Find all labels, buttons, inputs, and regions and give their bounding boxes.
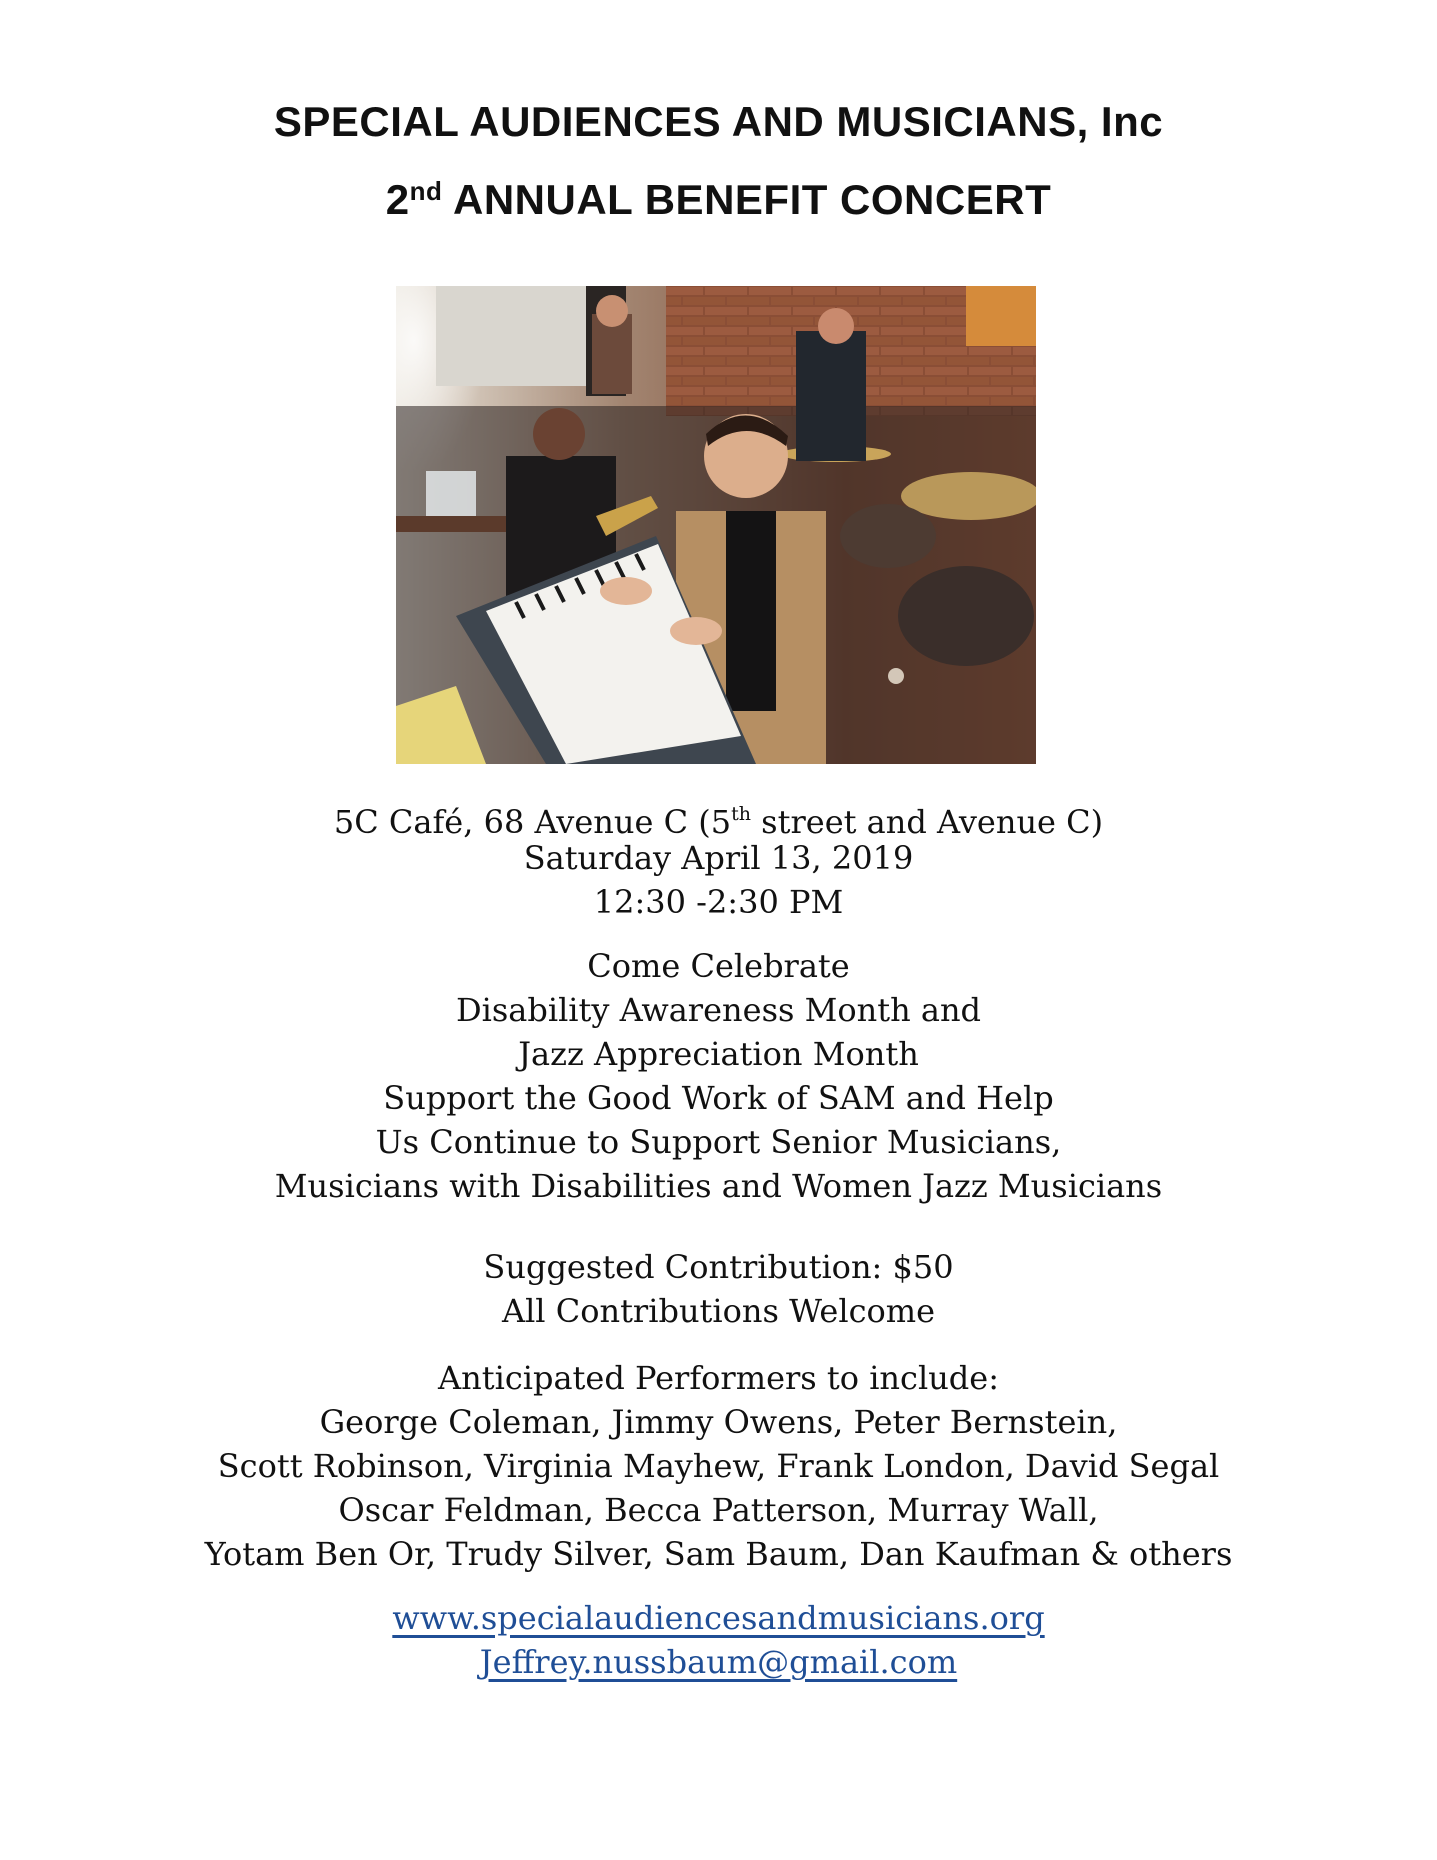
suggested-contribution: Suggested Contribution: $50	[483, 1248, 954, 1286]
performers-line: Oscar Feldman, Becca Patterson, Murray Wall,	[338, 1491, 1099, 1529]
website-link[interactable]: www.specialaudiencesandmusicians.org	[392, 1599, 1045, 1637]
performers-line: George Coleman, Jimmy Owens, Peter Bernstein,	[319, 1403, 1118, 1441]
performers-line: Yotam Ben Or, Trudy Silver, Sam Baum, Dan Kaufman & others	[204, 1535, 1233, 1573]
event-title	[0, 176, 1437, 224]
performers-list	[0, 1356, 1437, 1576]
event-title-text: ANNUAL BENEFIT CONCERT	[442, 176, 1052, 223]
event-date: Saturday April 13, 2019	[523, 839, 914, 877]
celebrate-line: Jazz Appreciation Month	[518, 1035, 919, 1073]
page-title: SPECIAL AUDIENCES AND MUSICIANS, Inc	[273, 98, 1164, 145]
contact-links	[0, 1596, 1437, 1684]
celebrate-line: Support the Good Work of SAM and Help	[383, 1079, 1054, 1117]
performers-line: Scott Robinson, Virginia Mayhew, Frank London, David Segal	[217, 1447, 1220, 1485]
contributions-welcome: All Contributions Welcome	[501, 1292, 936, 1330]
concert-photo	[396, 286, 1036, 764]
event-time: 12:30 -2:30 PM	[593, 883, 844, 921]
performers-heading: Anticipated Performers to include:	[438, 1359, 999, 1397]
contribution-info	[0, 1245, 1437, 1333]
celebrate-line: Disability Awareness Month and	[455, 991, 982, 1029]
venue-address-ordinal: th	[731, 803, 751, 825]
event-title-number: 2	[385, 176, 410, 223]
venue-address-post: street and Avenue C)	[751, 803, 1104, 841]
celebrate-line: Come Celebrate	[587, 947, 850, 985]
email-link[interactable]: Jeffrey.nussbaum@gmail.com	[479, 1643, 958, 1681]
celebrate-line: Us Continue to Support Senior Musicians,	[375, 1123, 1062, 1161]
venue-address-pre: 5C Café, 68 Avenue C (5	[333, 803, 732, 841]
celebrate-line: Musicians with Disabilities and Women Jazz Musicians	[274, 1167, 1163, 1205]
venue-address	[0, 792, 1437, 841]
venue-details	[0, 792, 1437, 924]
celebrate-message	[0, 944, 1437, 1208]
event-title-ordinal: nd	[409, 176, 443, 206]
